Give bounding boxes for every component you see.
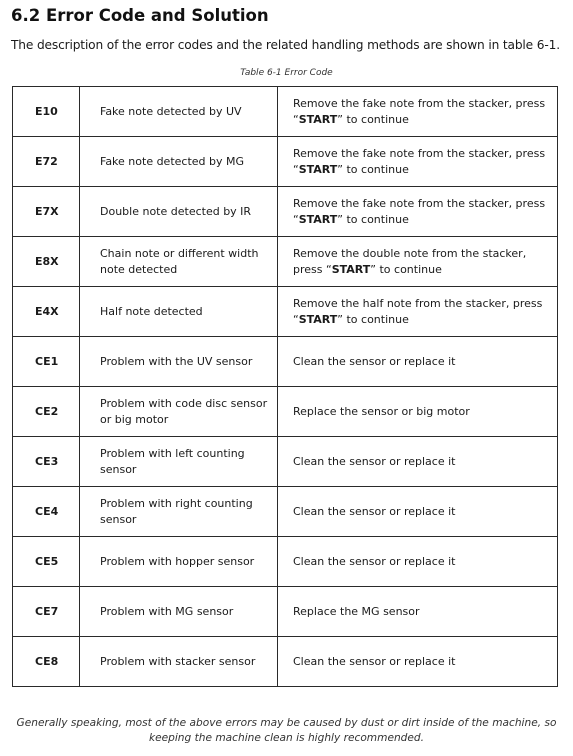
solution-cell (278, 237, 558, 287)
error-code-cell: CE1 (13, 337, 80, 387)
solution-cell (278, 187, 558, 237)
error-description-cell: Chain note or different width note detected (80, 237, 278, 287)
solution-keyword: START (298, 312, 338, 326)
table-row (13, 637, 558, 687)
error-description-cell: Problem with the UV sensor (80, 337, 278, 387)
table-row (13, 487, 558, 537)
error-description-cell: Problem with stacker sensor (80, 637, 278, 687)
solution-text: Clean the sensor or replace it (293, 554, 456, 568)
solution-text: Clean the sensor or replace it (293, 354, 456, 368)
solution-text: Clean the sensor or replace it (293, 454, 456, 468)
error-code-cell: CE2 (13, 387, 80, 437)
error-code-cell: CE8 (13, 637, 80, 687)
error-description-cell: Problem with hopper sensor (80, 537, 278, 587)
table-row (13, 587, 558, 637)
error-description-cell: Problem with code disc sensor or big motor (80, 387, 278, 437)
error-description-cell: Problem with MG sensor (80, 587, 278, 637)
error-code-cell: E7X (13, 187, 80, 237)
solution-text: Remove the fake note from the stacker, press “ (293, 196, 546, 226)
solution-cell (278, 537, 558, 587)
error-code-table (12, 86, 558, 687)
solution-keyword: START (298, 212, 338, 226)
table-row (13, 237, 558, 287)
footer-note: Generally speaking, most of the above errors may be caused by dust or dirt inside of the machine, so keeping the machine clean is highly recommended. (16, 717, 557, 744)
solution-cell (278, 637, 558, 687)
error-code-cell: CE5 (13, 537, 80, 587)
solution-cell (278, 487, 558, 537)
table-row (13, 187, 558, 237)
solution-keyword: START (298, 112, 338, 126)
solution-cell (278, 387, 558, 437)
intro-paragraph: The description of the error codes and the related handling methods are shown in table 6-1. (11, 38, 560, 52)
solution-text: Remove the fake note from the stacker, press “ (293, 96, 546, 126)
solution-text: Replace the sensor or big motor (293, 404, 470, 418)
table-row (13, 537, 558, 587)
solution-text-end: ” to continue (370, 262, 442, 276)
error-description-cell: Problem with left counting sensor (80, 437, 278, 487)
table-row (13, 437, 558, 487)
solution-keyword: START (298, 162, 338, 176)
solution-cell (278, 87, 558, 137)
solution-text: Remove the double note from the stacker, press “ (293, 246, 527, 276)
error-description-cell: Double note detected by IR (80, 187, 278, 237)
error-code-cell: CE4 (13, 487, 80, 537)
table-row (13, 137, 558, 187)
solution-text-end: ” to continue (337, 312, 409, 326)
solution-text: Remove the half note from the stacker, press “ (293, 296, 543, 326)
error-description-cell: Fake note detected by MG (80, 137, 278, 187)
error-description-cell: Problem with right counting sensor (80, 487, 278, 537)
table-row (13, 87, 558, 137)
error-code-cell: CE7 (13, 587, 80, 637)
error-code-table-container (12, 86, 558, 687)
error-code-cell: CE3 (13, 437, 80, 487)
error-description-cell: Half note detected (80, 287, 278, 337)
error-code-cell: E4X (13, 287, 80, 337)
solution-cell (278, 437, 558, 487)
solution-cell (278, 287, 558, 337)
solution-text-end: ” to continue (337, 112, 409, 126)
error-code-cell: E10 (13, 87, 80, 137)
table-caption: Table 6-1 Error Code (240, 68, 333, 78)
solution-text: Clean the sensor or replace it (293, 504, 456, 518)
error-code-cell: E8X (13, 237, 80, 287)
solution-cell (278, 137, 558, 187)
solution-keyword: START (331, 262, 371, 276)
solution-text: Remove the fake note from the stacker, press “ (293, 146, 546, 176)
error-description-cell: Fake note detected by UV (80, 87, 278, 137)
solution-cell (278, 337, 558, 387)
solution-text-end: ” to continue (337, 162, 409, 176)
solution-text: Replace the MG sensor (293, 604, 420, 618)
table-row (13, 387, 558, 437)
table-row (13, 337, 558, 387)
solution-text: Clean the sensor or replace it (293, 654, 456, 668)
solution-text-end: ” to continue (337, 212, 409, 226)
solution-cell (278, 587, 558, 637)
section-heading: 6.2 Error Code and Solution (11, 6, 269, 25)
table-row (13, 287, 558, 337)
error-code-cell: E72 (13, 137, 80, 187)
